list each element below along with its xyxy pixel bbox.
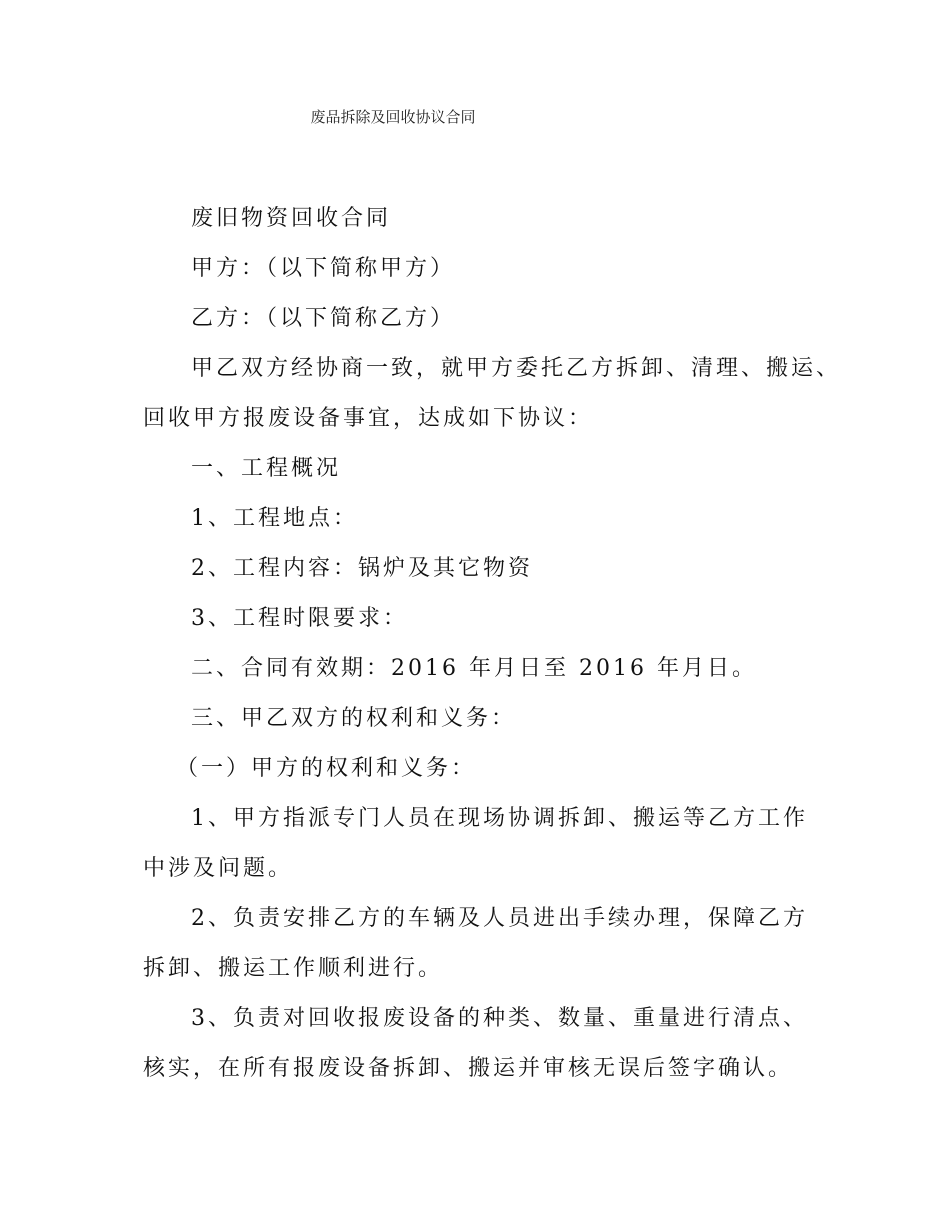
party-a-item-2-line-2: 拆卸、搬运工作顺利进行。 — [143, 956, 444, 981]
contract-validity-line: 二、合同有效期：2016 年月日至 2016 年月日。 — [191, 656, 757, 681]
document-body — [143, 194, 842, 1094]
party-a-item-3-line-1: 3、负责对回收报废设备的种类、数量、重量进行清点、 — [191, 1006, 808, 1031]
intro-paragraph-line-1: 甲乙双方经协商一致，就甲方委托乙方拆卸、清理、搬运、 — [191, 356, 842, 381]
project-time-limit-line: 3、工程时限要求： — [191, 606, 408, 631]
party-a-line: 甲方：（以下简称甲方） — [191, 256, 456, 281]
party-a-item-1-line-2: 中涉及问题。 — [143, 856, 294, 881]
document-title: 废旧物资回收合同 — [191, 206, 392, 231]
intro-paragraph-line-2: 回收甲方报废设备事宜，达成如下协议： — [143, 406, 594, 431]
subsection-heading-party-a: （一）甲方的权利和义务： — [176, 756, 477, 781]
section-heading-rights-obligations: 三、甲乙双方的权利和义务： — [191, 706, 517, 731]
party-a-item-3-line-2: 核实，在所有报废设备拆卸、搬运并审核无误后签字确认。 — [143, 1056, 794, 1081]
project-content-line: 2、工程内容：锅炉及其它物资 — [191, 556, 533, 581]
project-location-line: 1、工程地点： — [191, 506, 358, 531]
page-header-title: 废品拆除及回收协议合同 — [310, 108, 476, 126]
party-a-item-2-line-1: 2、负责安排乙方的车辆及人员进出手续办理，保障乙方 — [191, 906, 808, 931]
party-a-item-1-line-1: 1、甲方指派专门人员在现场协调拆卸、搬运等乙方工作 — [191, 806, 808, 831]
party-b-line: 乙方：（以下简称乙方） — [191, 306, 456, 331]
section-heading-project-overview: 一、工程概况 — [191, 456, 342, 481]
